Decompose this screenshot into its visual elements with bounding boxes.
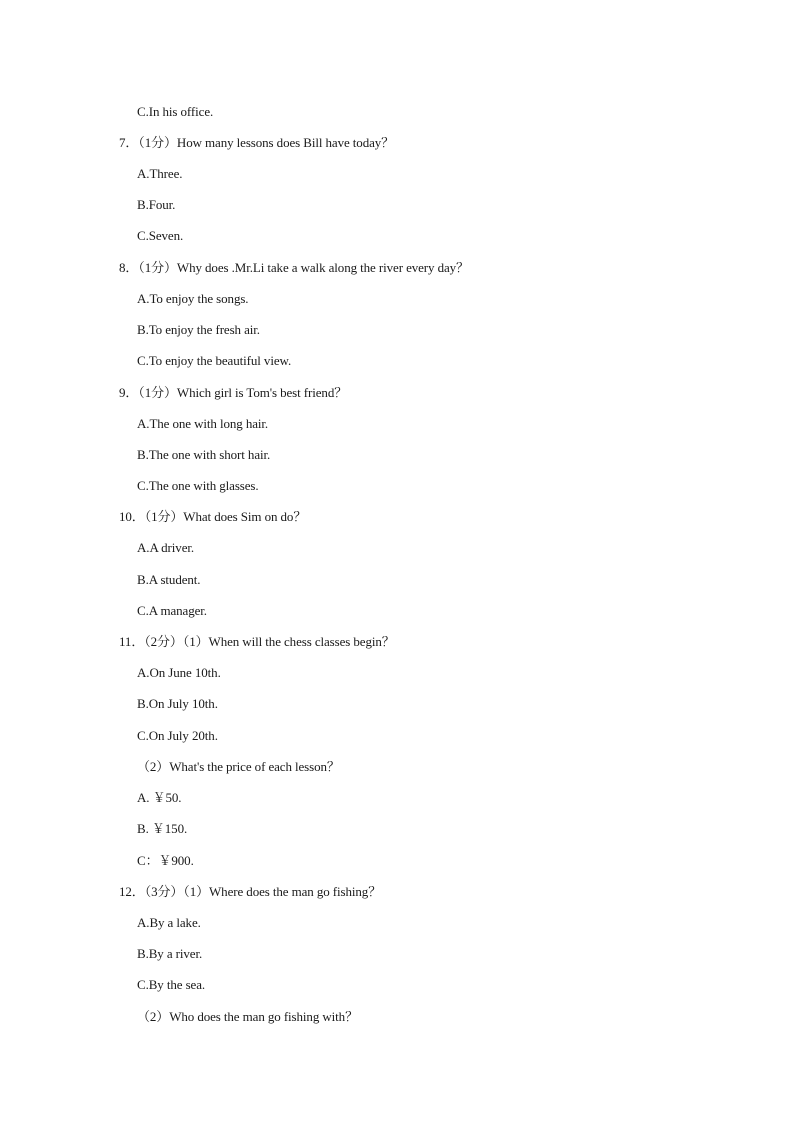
subquestion-line: （2）What's the price of each lesson？ [137, 759, 340, 774]
option-line: A.The one with long hair. [137, 416, 269, 431]
option-line: C：￥900. [137, 853, 194, 868]
option-line: A.On June 10th. [137, 665, 221, 680]
question-line: 9．（1分）Which girl is Tom's best friend？ [119, 385, 348, 400]
option-line: B.By a river. [137, 946, 203, 961]
option-line: C.The one with glasses. [137, 478, 259, 493]
option-line: B. ￥150. [137, 821, 188, 836]
option-line: B.The one with short hair. [137, 447, 271, 462]
question-line: 12．（3分）（1）Where does the man go fishing？ [119, 884, 382, 899]
option-line: C.In his office. [137, 104, 214, 119]
subquestion-line: （2）Who does the man go fishing with？ [137, 1009, 358, 1024]
option-line: A.To enjoy the songs. [137, 291, 249, 306]
option-line: C.By the sea. [137, 977, 206, 992]
option-line: C.Seven. [137, 228, 184, 243]
option-line: B.Four. [137, 197, 176, 212]
option-line: B.On July 10th. [137, 696, 218, 711]
question-line: 10．（1分）What does Sim on do？ [119, 509, 307, 524]
question-line: 11．（2分）（1）When will the chess classes begin？ [119, 634, 395, 649]
option-line: B.To enjoy the fresh air. [137, 322, 260, 337]
option-line: A.By a lake. [137, 915, 201, 930]
option-line: A. ￥50. [137, 790, 182, 805]
option-line: C.To enjoy the beautiful view. [137, 353, 292, 368]
option-line: A.A driver. [137, 540, 195, 555]
option-line: A.Three. [137, 166, 183, 181]
option-line: C.A manager. [137, 603, 207, 618]
question-line: 7．（1分）How many lessons does Bill have today？ [119, 135, 395, 150]
option-line: B.A student. [137, 572, 201, 587]
option-line: C.On July 20th. [137, 728, 218, 743]
question-line: 8．（1分）Why does .Mr.Li take a walk along the river every day？ [119, 260, 469, 275]
